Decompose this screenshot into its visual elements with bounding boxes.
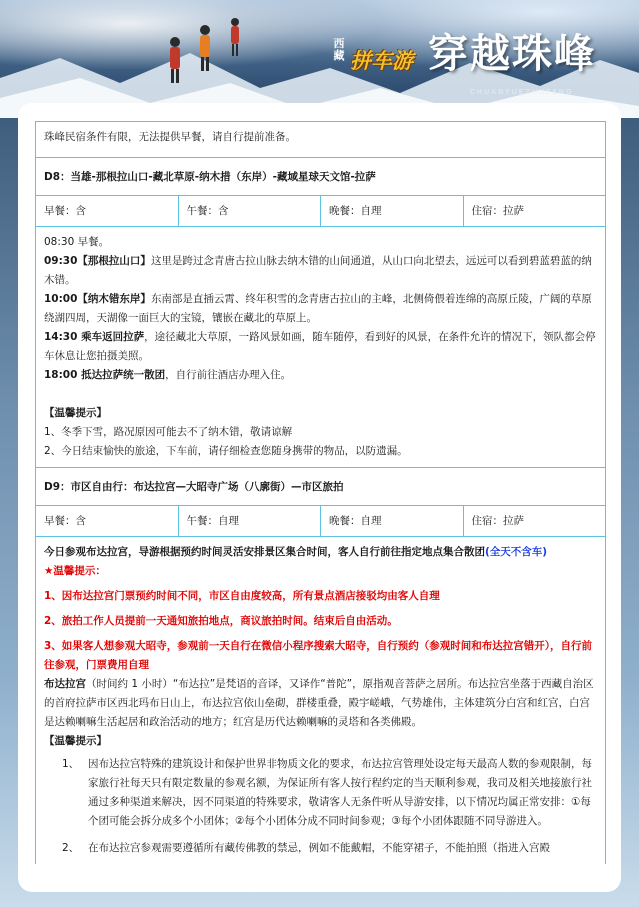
- list-text: 在布达拉宫参观需要遵循所有藏传佛教的禁忌，例如不能戴帽，不能穿裙子，不能拍照（指进入宫殿: [88, 842, 550, 854]
- climbers-image: [150, 12, 270, 92]
- day9-warning-2: 2、旅拍工作人员提前一天通知旅拍地点，商议旅拍时间。结束后自由活动。: [44, 615, 398, 627]
- list-number: 2、: [62, 842, 80, 854]
- day8-dinner: 晚餐：自理: [321, 196, 464, 226]
- brand-logo-text: 拼车游: [350, 49, 413, 73]
- day8-tips-title: 【温馨提示】: [44, 407, 107, 419]
- day8-breakfast: 早餐：含: [36, 196, 179, 226]
- stop-desc: ，途径藏北大草原，一路风景如画，随车随停，看到好的风景，在条件允许的情况下，领队都会停车休息让您拍摄美照。: [44, 331, 596, 362]
- list-number: 1、: [62, 758, 80, 770]
- day9-warning-title: ★温馨提示：: [44, 565, 106, 577]
- intro-note-text: 珠峰民宿条件有限，无法提供早餐，请自行提前准备。: [44, 131, 296, 143]
- stop-label: 18:00 抵达拉萨统一散团: [44, 369, 166, 381]
- day9-meals-row: [36, 506, 605, 537]
- header-banner: [0, 0, 639, 118]
- day9-potala: [44, 675, 597, 732]
- itinerary-table: [35, 121, 606, 864]
- day9-title: [36, 468, 605, 506]
- potala-label: 布达拉宫: [44, 678, 86, 690]
- spacer: [44, 385, 597, 404]
- page-title: 穿越珠峰: [428, 31, 596, 77]
- day8-meals-row: [36, 196, 605, 227]
- day9-dinner: 晚餐：自理: [321, 506, 464, 536]
- day9-warning-1: 1、因布达拉宫门票预约时间不同，市区自由度较高，所有景点酒店接驳均由客人自理: [44, 590, 440, 602]
- day8-lunch: 午餐：含: [179, 196, 322, 226]
- potala-desc: （时间约 1 小时）“布达拉”是梵语的音译，又译作“普陀”，原指观音菩萨之居所。布达拉宫坐落于西藏自治区的首府拉萨市区西北玛布日山上，布达拉宫依山垒砌，群楼重叠，殿宇嵯峨，气势雄伟，主体建筑分白宫和红宫，白宫是达赖喇嘛生活起居和政治活动的地方；红宫是历代达赖喇嘛的灵塔和各类佛殿。: [44, 678, 594, 728]
- day9-lodging: 住宿：拉萨: [471, 515, 524, 527]
- day8-line-arrive: [44, 366, 597, 385]
- day9-warning-3: 3、如果客人想参观大昭寺，参观前一天自行在微信小程序搜索大昭寺，自行预约（参观时间和布达拉宫错开），自行前往参观，门票费用自理: [44, 640, 593, 671]
- day9-tips-title: 【温馨提示】: [44, 735, 107, 747]
- stop-label: 10:00【纳木错东岸】: [44, 293, 151, 305]
- day9-intro: [44, 543, 597, 562]
- page-title-pinyin: CHUANYUEZHUFENG: [470, 88, 574, 96]
- day8-line-return: [44, 328, 597, 366]
- stop-desc: 东南部是直插云霄、终年积雪的念青唐古拉山的主峰，北侧倚偎着连绵的高原丘陵，广阔的草原绕湖四周，天湖像一面巨大的宝镜，镶嵌在藏北的草原上。: [44, 293, 592, 324]
- stop-label: 14:30 乘车返回拉萨: [44, 331, 145, 343]
- day9-no-vehicle-note: (全天不含车): [485, 546, 548, 558]
- stop-desc: ，自行前往酒店办理入住。: [165, 369, 292, 381]
- day9-tip-2: [44, 839, 597, 858]
- intro-note: [36, 122, 605, 158]
- day8-title-text: D8：当雄-那根拉山口-藏北草原-纳木措（东岸）-藏域星球天文馆-拉萨: [44, 171, 376, 183]
- brand-region-label: 西藏: [333, 37, 345, 62]
- day8-title: [36, 158, 605, 196]
- day8-details: [36, 227, 605, 468]
- day9-title-text: D9：市区自由行：布达拉宫—大昭寺广场（八廓街）—市区旅拍: [44, 481, 344, 493]
- day8-tip-2: 2、今日结束愉快的旅途，下车前，请仔细检查您随身携带的物品，以防遗漏。: [44, 445, 408, 457]
- day9-tip-1: [44, 755, 597, 831]
- day8-line-namtso: [44, 290, 597, 328]
- stop-desc: 这里是跨过念青唐古拉山脉去纳木错的山间通道，从山口向北望去，远远可以看到碧蓝碧蓝的纳木错。: [44, 255, 592, 286]
- day9-intro-text: 今日参观布达拉宫，导游根据预约时间灵活安排景区集合时间，客人自行前往指定地点集合散团: [44, 546, 485, 558]
- day8-line-breakfast: 08:30 早餐。: [44, 236, 110, 248]
- day8-line-nagenla: [44, 252, 597, 290]
- day9-details: [36, 537, 605, 864]
- itinerary-card: [18, 103, 621, 892]
- stop-label: 09:30【那根拉山口】: [44, 255, 151, 267]
- day8-lodging: 住宿：拉萨: [471, 205, 524, 217]
- day9-breakfast: 早餐：含: [36, 506, 179, 536]
- day8-tip-1: 1、冬季下雪，路况原因可能去不了纳木错，敬请谅解: [44, 426, 293, 438]
- list-text: 因布达拉宫特殊的建筑设计和保护世界非物质文化的要求，布达拉宫管理处设定每天最高人数的参观限制，每家旅行社每天只有限定数量的参观名额，为保证所有客人按行程约定的当天顺利参观，我司及相关地接旅行社通过多种渠道来解决，因不同渠道的特殊要求，敬请客人无条件听从导游安排，以下情况均属正常安排：①每个团可能会拆分成多个小团体；②每个小团体分成不同时间参观；③每个小团体跟随不同导游进入。: [88, 758, 592, 827]
- day9-lunch: 午餐：自理: [179, 506, 322, 536]
